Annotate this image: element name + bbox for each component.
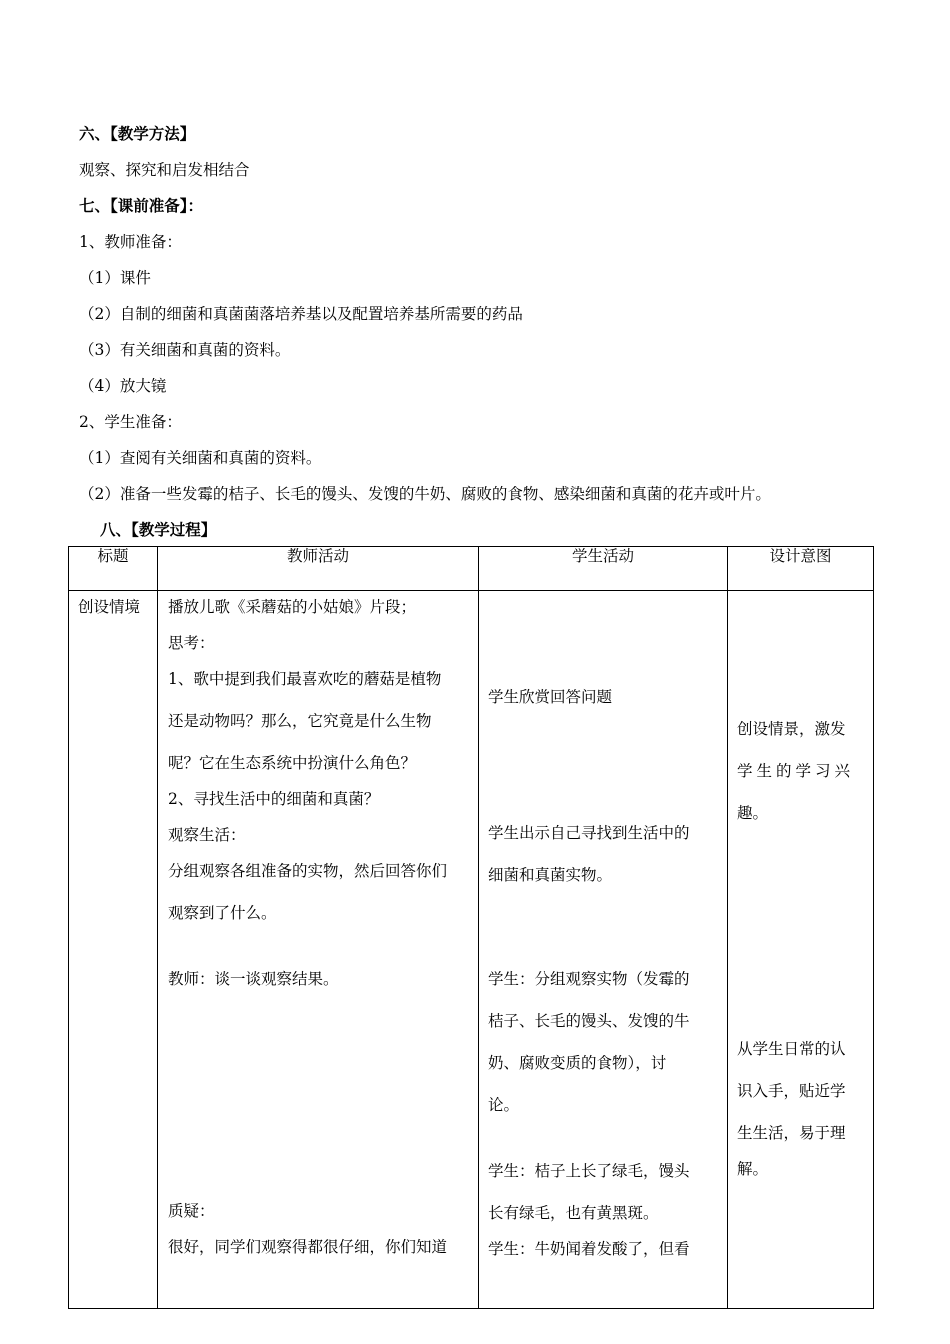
student-line: 学生：桔子上长了绿毛，馒头	[488, 1162, 690, 1180]
intent-line: 从学生日常的认	[737, 1040, 846, 1058]
teacher-prep-item: （4）放大镜	[79, 377, 167, 395]
teacher-prep-item: （3）有关细菌和真菌的资料。	[79, 341, 291, 359]
teacher-line: 呢？它在生态系统中扮演什么角色？	[168, 754, 417, 772]
intent-line: 创设情景，激发	[737, 720, 846, 738]
prep-heading: 七、【课前准备】：	[79, 197, 204, 215]
teacher-line: 分组观察各组准备的实物，然后回答你们	[168, 862, 448, 880]
intent-line: 识入手，贴近学	[737, 1082, 846, 1100]
table-row	[69, 591, 874, 1309]
teacher-line: 教师：谈一谈观察结果。	[168, 970, 339, 988]
teacher-line: 思考：	[168, 634, 215, 652]
teacher-line: 观察生活：	[168, 826, 246, 844]
table-header-row	[69, 547, 874, 591]
header-design-intent: 设计意图	[728, 547, 874, 591]
student-line: 论。	[488, 1096, 520, 1114]
student-prep-item: （1）查阅有关细菌和真菌的资料。	[79, 449, 322, 467]
title-cell-text: 创设情境	[78, 598, 141, 616]
student-line: 细菌和真菌实物。	[488, 866, 613, 884]
student-line: 学生：牛奶闻着发酸了，但看	[488, 1240, 690, 1258]
teacher-line: 质疑：	[168, 1202, 215, 1220]
teacher-prep-title: 1、教师准备：	[79, 233, 182, 251]
teacher-line: 播放儿歌《采蘑菇的小姑娘》片段；	[168, 598, 417, 616]
teacher-activity-cell	[158, 591, 479, 1309]
design-intent-cell	[728, 591, 874, 1309]
intent-line: 学生的学习兴	[737, 762, 855, 780]
header-title: 标题	[69, 547, 158, 591]
intent-line: 解。	[737, 1160, 769, 1178]
teacher-line: 很好，同学们观察得都很仔细，你们知道	[168, 1238, 448, 1256]
teacher-prep-item: （1）课件	[79, 269, 151, 287]
method-text: 观察、探究和启发相结合	[79, 161, 250, 179]
student-prep-title: 2、学生准备：	[79, 413, 182, 431]
process-heading: 八、【教学过程】	[100, 521, 217, 539]
teacher-line: 观察到了什么。	[168, 904, 277, 922]
student-line: 学生欣赏回答问题	[488, 688, 613, 706]
student-line: 长有绿毛，也有黄黑斑。	[488, 1204, 659, 1222]
header-teacher-activity: 教师活动	[158, 547, 479, 591]
student-line: 奶、腐败变质的食物），讨	[488, 1054, 667, 1072]
intent-line: 趣。	[737, 804, 769, 822]
method-heading: 六、【教学方法】	[79, 125, 196, 143]
teacher-line: 2、寻找生活中的细菌和真菌？	[168, 790, 380, 808]
student-line: 桔子、长毛的馒头、发馊的牛	[488, 1012, 690, 1030]
student-prep-item: （2）准备一些发霉的桔子、长毛的馒头、发馊的牛奶、腐败的食物、感染细菌和真菌的花卉或叶片。	[79, 485, 771, 503]
student-line: 学生出示自己寻找到生活中的	[488, 824, 690, 842]
teacher-line: 1、歌中提到我们最喜欢吃的蘑菇是植物	[168, 670, 442, 688]
header-student-activity: 学生活动	[479, 547, 728, 591]
title-cell	[69, 591, 158, 1309]
teacher-line: 还是动物吗？那么，它究竟是什么生物	[168, 712, 432, 730]
student-line: 学生：分组观察实物（发霉的	[488, 970, 690, 988]
student-activity-cell	[479, 591, 728, 1309]
intent-line: 生生活，易于理	[737, 1124, 846, 1142]
teacher-prep-item: （2）自制的细菌和真菌菌落培养基以及配置培养基所需要的药品	[79, 305, 523, 323]
teaching-process-table	[68, 546, 874, 1309]
